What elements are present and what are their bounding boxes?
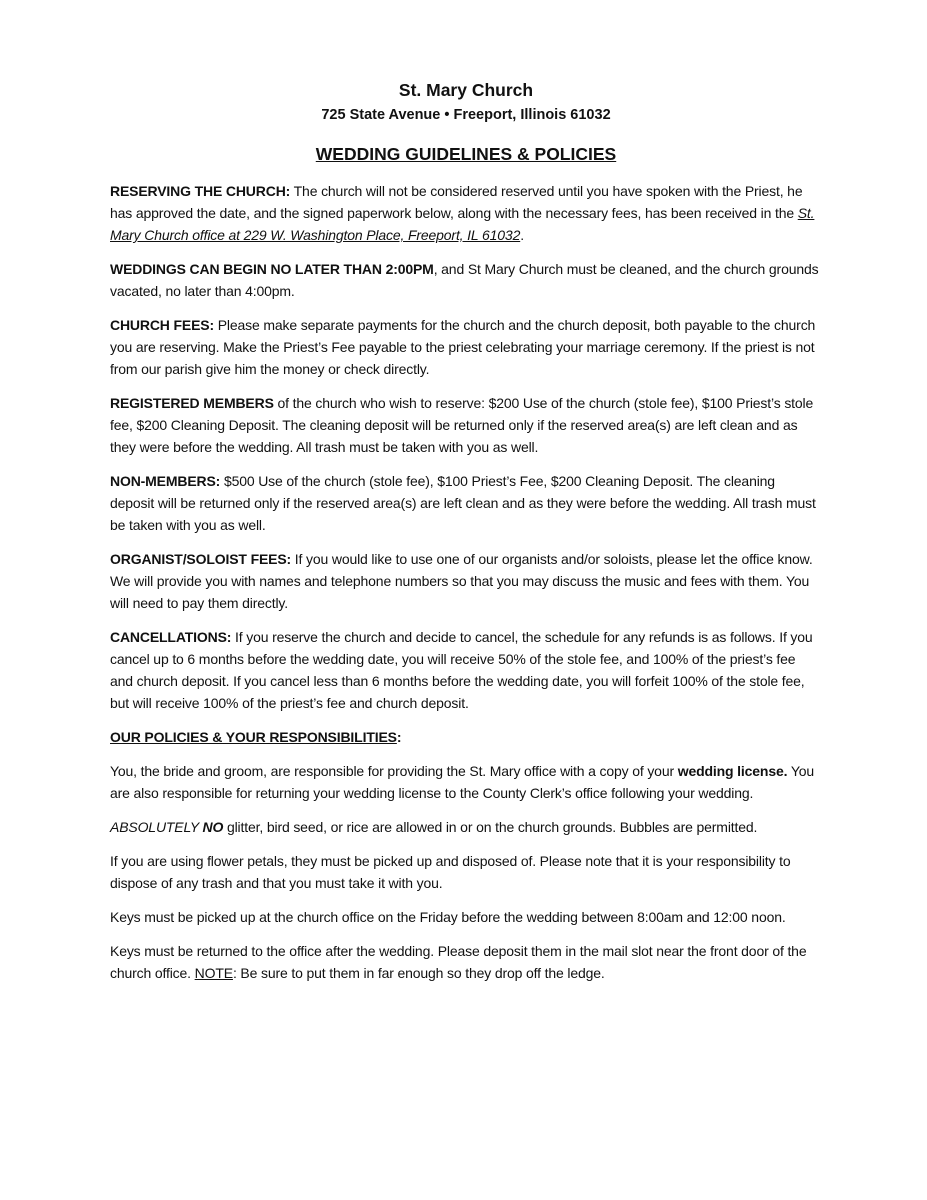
license-end: You are also responsible for returning your wedding license to the County Clerk’s office following your wedding.	[110, 763, 815, 801]
cancellations-paragraph	[110, 626, 822, 714]
members-text: of the church who wish to reserve: $200 Use of the church (stole fee), $100 Priest’s stole fee, $200 Cleaning Deposit. The cleaning deposit will be returned only if the reserved area(s) are left clean and as they were before the wedding. All trash must be taken with you as well.	[110, 395, 814, 455]
glitter-paragraph	[110, 816, 822, 838]
fees-text: Please make separate payments for the church and the church deposit, both payable to the church you are reserving. Make the Priest’s Fee payable to the priest celebrating your marriage ceremony. If the priest is not from our parish give him the money or check directly.	[110, 317, 816, 377]
time-paragraph	[110, 258, 822, 302]
license-paragraph	[110, 760, 822, 804]
non-members-label: NON-MEMBERS:	[110, 473, 221, 489]
glitter-no: NO	[202, 819, 224, 835]
keys-pickup-paragraph: Keys must be picked up at the church office on the Friday before the wedding between 8:00am and 12:00 noon.	[110, 909, 786, 925]
glitter-text: glitter, bird seed, or rice are allowed in or on the church grounds. Bubbles are permitted.	[223, 819, 758, 835]
license-bold: wedding license.	[677, 763, 788, 779]
glitter-italic: ABSOLUTELY	[110, 819, 203, 835]
members-paragraph	[110, 392, 822, 458]
keys-return-end: : Be sure to put them in far enough so they drop off the ledge.	[232, 965, 605, 981]
organist-paragraph	[110, 548, 822, 614]
reserving-paragraph	[110, 180, 822, 246]
time-text: , and St Mary Church must be cleaned, and the church grounds vacated, no later than 4:00pm.	[110, 261, 819, 299]
license-text: You, the bride and groom, are responsible for providing the St. Mary office with a copy of your	[110, 763, 678, 779]
members-label: REGISTERED MEMBERS	[110, 395, 274, 411]
document-title: WEDDING GUIDELINES & POLICIES	[315, 144, 617, 164]
note-label: NOTE	[194, 965, 233, 981]
document-page	[110, 78, 822, 996]
church-address: 725 State Avenue • Freeport, Illinois 61032	[321, 107, 611, 123]
fees-label: CHURCH FEES:	[110, 317, 214, 333]
reserving-text: The church will not be considered reserved until you have spoken with the Priest, he has approved the date, and the signed paperwork below, along with the necessary fees, has been received in the	[110, 183, 803, 221]
policies-heading	[110, 726, 822, 748]
policies-colon: :	[396, 729, 402, 745]
church-name: St. Mary Church	[398, 80, 534, 100]
cancellations-text: If you reserve the church and decide to cancel, the schedule for any refunds is as follows. If you cancel up to 6 months before the wedding date, you will receive 50% of the stole fee, and 100% of the priest’s fee and church deposit. If you cancel less than 6 months before the wedding date, you will forfeit 100% of the stole fee, but will receive 100% of the priest’s fee and church deposit.	[110, 629, 813, 711]
cancellations-label: CANCELLATIONS:	[110, 629, 232, 645]
petals-paragraph: If you are using flower petals, they must be picked up and disposed of. Please note that it is your responsibility to dispose of any trash and that you must take it with you.	[110, 853, 791, 891]
keys-return-text: Keys must be returned to the office after the wedding. Please deposit them in the mail slot near the front door of the church office.	[110, 943, 807, 981]
office-address-link: St. Mary Church office at 229 W. Washington Place, Freeport, IL 61032	[110, 205, 815, 243]
reserving-label: RESERVING THE CHURCH:	[110, 183, 291, 199]
non-members-paragraph	[110, 470, 822, 536]
keys-return-paragraph	[110, 940, 822, 984]
non-members-text: $500 Use of the church (stole fee), $100 Priest’s Fee, $200 Cleaning Deposit. The cleaning deposit will be returned only if the reserved area(s) are left clean and as they were before the wedding. All trash must be taken with you as well.	[110, 473, 816, 533]
policies-label: OUR POLICIES & YOUR RESPONSIBILITIES	[110, 729, 397, 745]
fees-paragraph	[110, 314, 822, 380]
organist-label: ORGANIST/SOLOIST FEES:	[110, 551, 292, 567]
organist-text: If you would like to use one of our organists and/or soloists, please let the office know. We will provide you with names and telephone numbers so that you may discuss the music and fees with them. You will need to pay them directly.	[110, 551, 813, 611]
reserving-end: .	[520, 227, 524, 243]
time-label: WEDDINGS CAN BEGIN NO LATER THAN 2:00PM	[110, 261, 434, 277]
